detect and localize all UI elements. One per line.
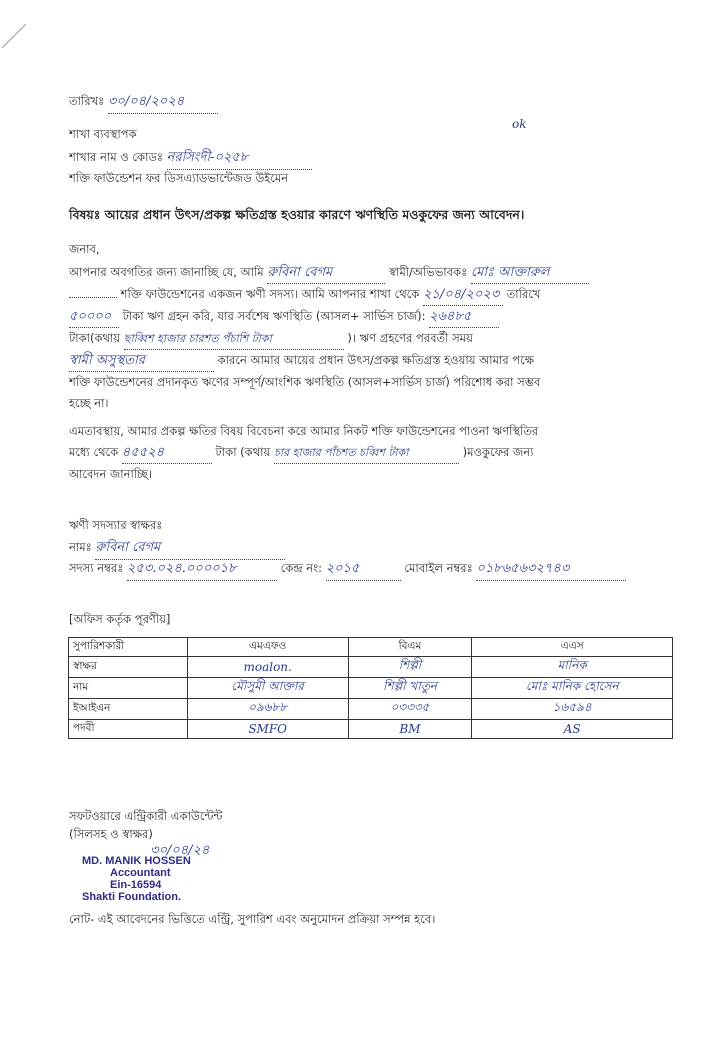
mobile-value: ০১৮৬৫৬৩২৭৪৩ xyxy=(476,559,626,581)
loan-amount-field: ৫০০০০ xyxy=(69,306,119,328)
body-line-3 xyxy=(69,306,649,328)
body-text: আপনার অবগতির জন্য জানাচ্ছি যে, আমি xyxy=(69,265,264,279)
name-cell: মোঃ মানিক হোসেন xyxy=(472,678,673,699)
body-text: মধ্যে থেকে xyxy=(69,445,119,459)
body-paragraph xyxy=(69,262,649,414)
body-text: টাকা(কথায় xyxy=(69,331,121,345)
stamp-line: Accountant xyxy=(110,867,171,879)
accountant-title: সফটওয়ারে এন্ট্রিকারী একাউন্টেন্ট xyxy=(69,809,223,823)
branch-line xyxy=(69,148,312,170)
body-text: টাকা (কথায় xyxy=(215,445,271,459)
ein-cell: ০৯৬৮৮ xyxy=(187,699,348,720)
name-value: রুবিনা বেগম xyxy=(95,538,285,560)
mobile-label: মোবাইল নম্বরঃ xyxy=(404,561,473,575)
table-header: বিএম xyxy=(348,638,472,657)
center-no-label: কেন্দ্র নং: xyxy=(280,561,322,575)
body-text: শক্তি ফাউন্ডেশনের একজন ঋণী সদস্য। আমি আপনার শাখা থেকে xyxy=(120,287,420,301)
body-text: )। ঋণ গ্রহণের পরবর্তী সময় xyxy=(347,331,473,345)
accountant-stamp xyxy=(82,855,191,903)
outstanding-words-field: ছাব্বিশ হাজার চারশত পঁচাশি টাকা xyxy=(124,328,344,350)
seal-sign-label: (সিলসহ ও স্বাক্ষর) xyxy=(69,827,153,841)
name-cell: শিল্পী খাতুন xyxy=(348,678,472,699)
body-text: কারনে আমার আয়ের প্রধান উৎস/প্রকল্প ক্ষতিগ্রস্ত হওয়ায় আমার পক্ষে xyxy=(217,353,535,367)
name-label: নামঃ xyxy=(69,540,92,554)
waiver-amount-field: ৪৫৫২৪ xyxy=(122,442,212,464)
salutation: জনাব, xyxy=(69,242,100,256)
body-line-7: হচ্ছে না। xyxy=(69,396,109,410)
member-line xyxy=(69,559,626,581)
note-line: নোট- এই আবেদনের ভিত্তিতে এন্ট্রি, সুপারিশ এবং অনুমোদন প্রক্রিয়া সম্পন্ন হবে। xyxy=(69,912,436,926)
loan-date-field: ২১/০৪/২০২৩ xyxy=(423,284,503,306)
member-no-value: ২৫৩.০২৪.০০০০১৮ xyxy=(127,559,277,581)
branch-name-label: শাখার নাম ও কোডঃ xyxy=(69,150,164,164)
outstanding-field: ২৬৪৮৫ xyxy=(429,306,499,328)
stamp-line: Ein-16594 xyxy=(110,879,162,891)
body-line-1 xyxy=(69,262,649,284)
member-no-label: সদস্য নম্বরঃ xyxy=(69,561,124,575)
signature-cell: শিল্পী xyxy=(348,657,472,678)
waiver-words-field: চার হাজার পাঁচশত চব্বিশ টাকা xyxy=(274,442,459,464)
table-header: সুপারিশকারী xyxy=(69,638,188,657)
body-text: )মওকুফের জন্য xyxy=(462,445,534,459)
stamp-line: MD. MANIK HOSSEN xyxy=(82,855,191,867)
table-row xyxy=(69,720,673,739)
table-header-row xyxy=(69,638,673,657)
date-label: তারিখঃ xyxy=(69,94,105,108)
borrower-sign-label: ঋণী সদস্যার স্বাক্ষরঃ xyxy=(69,518,163,532)
stamp-line: Shakti Foundation. xyxy=(82,891,181,903)
row-label: নাম xyxy=(69,678,188,699)
branch-name-value: নরসিংদী-০২৫৮ xyxy=(167,148,312,170)
signature-cell: moalon. xyxy=(187,657,348,678)
corner-mark xyxy=(0,20,30,50)
waiver-line-2 xyxy=(69,442,649,464)
body-text: টাকা ঋণ গ্রহন করি, যার সর্বশেষ ঋণস্থিতি (আসল+ সার্ভিস চার্জ): xyxy=(122,309,426,323)
row-label: স্বাক্ষর xyxy=(69,657,188,678)
ein-cell: ০৩৩৩৫ xyxy=(348,699,472,720)
table-header: এএস xyxy=(472,638,673,657)
organization-name: শক্তি ফাউন্ডেশন ফর ডিসএ্যাডভান্টেজড উইমেন xyxy=(69,171,289,185)
office-fill-label: [অফিস কর্তৃক পূরণীয়] xyxy=(69,612,171,626)
name-line xyxy=(69,538,285,560)
signature-cell: মানিক xyxy=(472,657,673,678)
ok-mark: ok xyxy=(512,117,527,131)
waiver-line-1: এমতাবস্থায়, আমার প্রকল্প ক্ষতির বিষয় বিবেচনা করে আমার নিকট শক্তি ফাউন্ডেশনের পাওনা ঋণস্থিতির xyxy=(69,424,539,438)
table-row xyxy=(69,699,673,720)
table-row xyxy=(69,657,673,678)
ein-cell: ১৬৫৯৪ xyxy=(472,699,673,720)
designation-cell: BM xyxy=(348,720,472,739)
branch-manager: শাখা ব্যবস্থাপক xyxy=(69,127,137,141)
designation-cell: SMFO xyxy=(187,720,348,739)
office-table xyxy=(68,637,673,739)
body-line-4 xyxy=(69,328,649,350)
table-row xyxy=(69,678,673,699)
reason-field: স্বামী অসুস্থতার xyxy=(69,350,214,372)
row-label: পদবী xyxy=(69,720,188,739)
body-line-2 xyxy=(69,284,649,306)
borrower-name-field: রুবিনা বেগম xyxy=(267,262,385,284)
designation-cell: AS xyxy=(472,720,673,739)
body-line-5 xyxy=(69,350,649,372)
date-value: ৩০/০৪/২০২৪ xyxy=(108,92,218,114)
date-line xyxy=(69,92,218,114)
table-header: এমএফও xyxy=(187,638,348,657)
waiver-line-3: আবেদন জানাচ্ছি। xyxy=(69,467,153,481)
body-text: স্বামী/অভিভাবকঃ xyxy=(389,265,468,279)
name-cell: মৌসুমী আক্তার xyxy=(187,678,348,699)
body-line-6: শক্তি ফাউন্ডেশনের প্রদানকৃত ঋণের সম্পূর্ণ/আংশিক ঋণস্থিতি (আসল+সার্ভিস চার্জ) পরিশোধ করা সম্ভব xyxy=(69,375,541,389)
subject-line: বিষয়ঃ আয়ের প্রধান উৎস/প্রকল্প ক্ষতিগ্রস্ত হওয়ার কারণে ঋণস্থিতি মওকুফের জন্য আবেদন। xyxy=(69,207,525,222)
center-no-value: ২০১৫ xyxy=(326,559,401,581)
accountant-sign-date: ৩০/০৪/২৪ xyxy=(150,843,210,858)
waiver-paragraph xyxy=(69,421,649,485)
row-label: ইআইএন xyxy=(69,699,188,720)
guardian-name-field: মোঃ আক্তারুল xyxy=(471,262,589,284)
body-text: তারিখে xyxy=(506,287,541,301)
